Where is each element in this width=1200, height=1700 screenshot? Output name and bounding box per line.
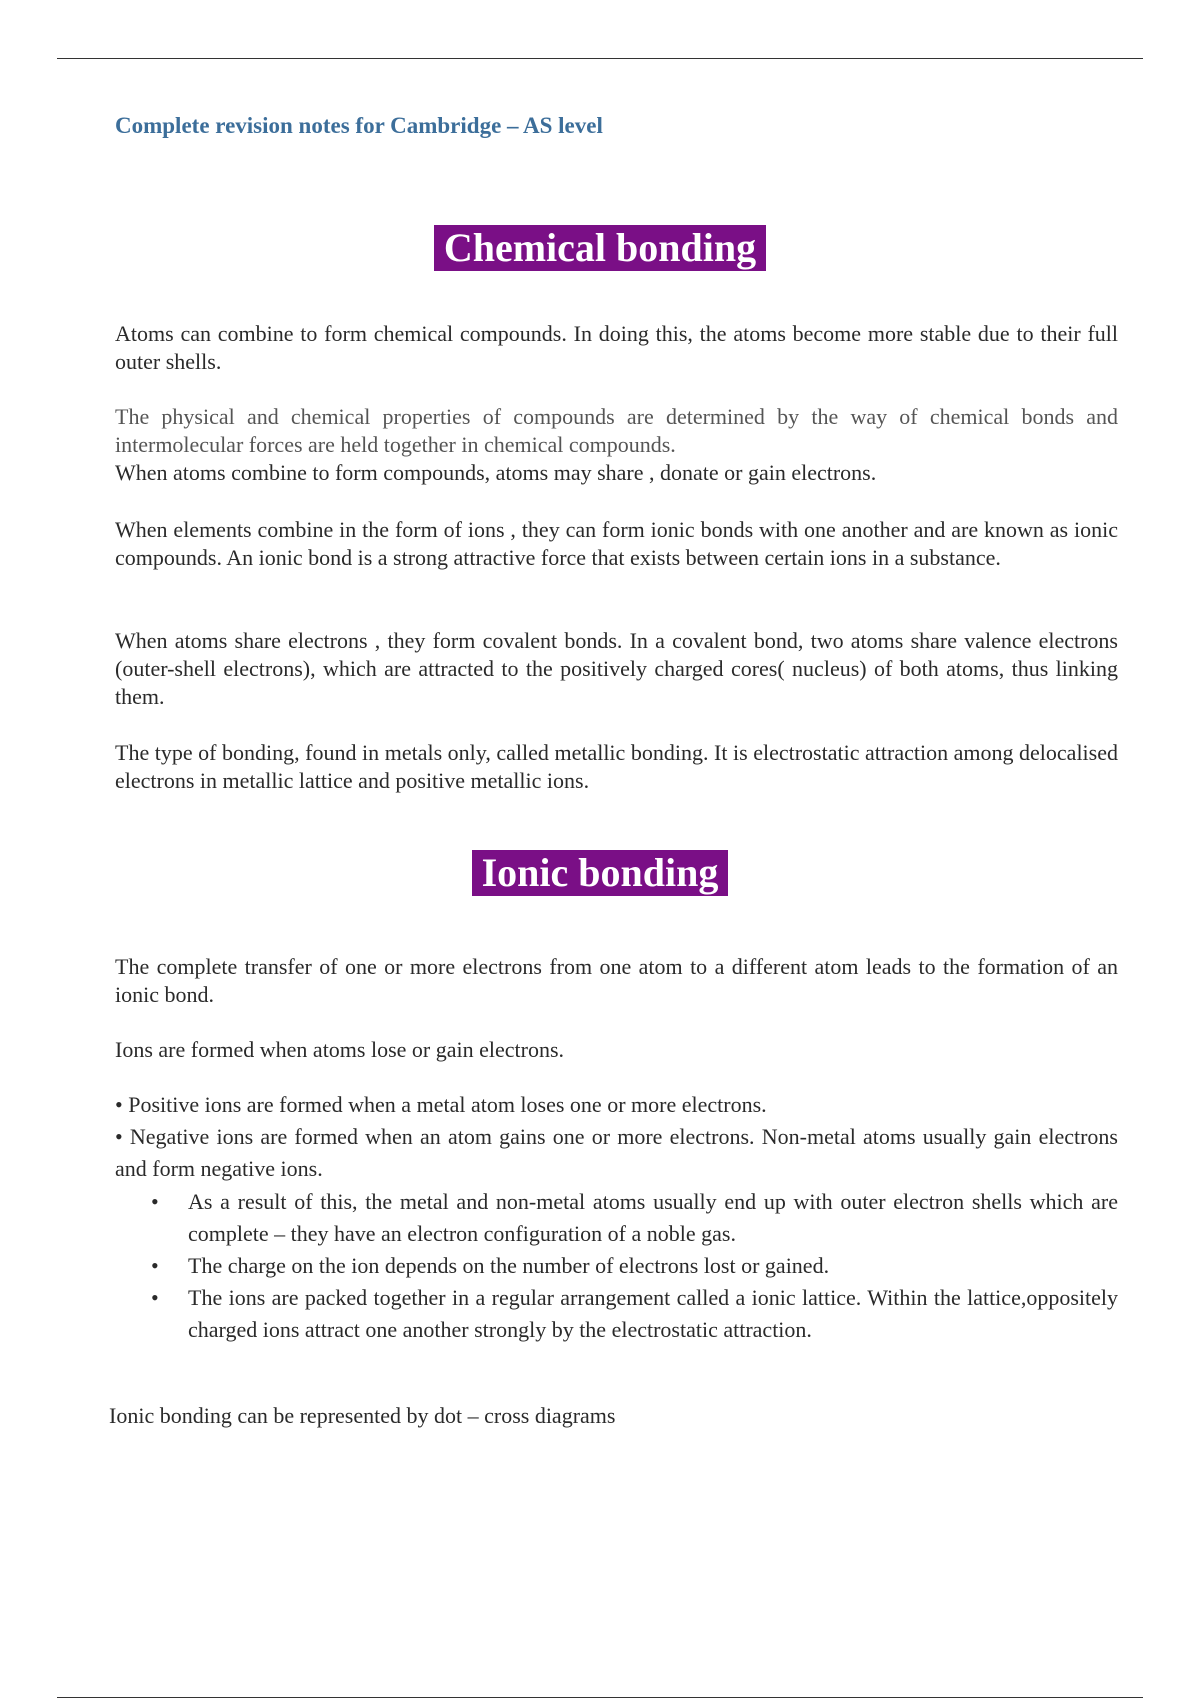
section-title-label: Chemical bonding (434, 225, 766, 271)
paragraph: The type of bonding, found in metals only, called metallic bonding. It is electrostatic attraction among delocalised electrons in metallic lattice and positive metallic ions. (115, 740, 1118, 793)
list-item-text: As a result of this, the metal and non-metal atoms usually end up with outer electron shells which are complete – they have an electron configuration of a noble gas. (188, 1189, 1118, 1246)
list-item (115, 1282, 1118, 1346)
inline-point: • Positive ions are formed when a metal atom loses one or more electrons. (115, 1092, 767, 1117)
paragraph: When elements combine in the form of ions , they can form ionic bonds with one another and are known as ionic compounds. An ionic bond is a strong attractive force that exists between certain ions in a substance. (115, 517, 1118, 570)
closing-line: Ionic bonding can be represented by dot – cross diagrams (109, 1403, 616, 1428)
list-item-text: The ions are packed together in a regular arrangement called a ionic lattice. Within the lattice,oppositely charged ions attract one another strongly by the electrostatic attraction. (188, 1285, 1118, 1342)
list-item (115, 1250, 1118, 1282)
paragraph: When atoms combine to form compounds, atoms may share , donate or gain electrons. (115, 460, 877, 485)
section-title-ionic-bonding (0, 850, 1200, 896)
header-note: Complete revision notes for Cambridge – AS level (115, 113, 603, 138)
top-rule (57, 58, 1143, 59)
section-title-chemical-bonding (0, 225, 1200, 271)
bullet-icon: • (151, 1285, 159, 1310)
bullet-icon: • (151, 1253, 159, 1278)
list-item (115, 1186, 1118, 1250)
paragraph: The physical and chemical properties of compounds are determined by the way of chemical bonds and intermolecular forces are held together in chemical compounds. (115, 404, 1118, 457)
paragraph: Ions are formed when atoms lose or gain electrons. (115, 1037, 565, 1062)
section-title-label: Ionic bonding (472, 850, 729, 896)
bottom-rule (57, 1697, 1143, 1698)
inline-points (115, 1089, 1118, 1185)
inline-point: • Negative ions are formed when an atom gains one or more electrons. Non-metal atoms usually gain electrons and form negative ions. (115, 1124, 1118, 1181)
paragraph: When atoms share electrons , they form covalent bonds. In a covalent bond, two atoms share valence electrons (outer-shell electrons), which are attracted to the positively charged cores( nucleus) of both atoms, thus linking them. (115, 628, 1118, 709)
list-item-text: The charge on the ion depends on the number of electrons lost or gained. (188, 1253, 830, 1278)
paragraph: The complete transfer of one or more electrons from one atom to a different atom leads to the formation of an ionic bond. (115, 954, 1118, 1007)
bullet-icon: • (151, 1189, 159, 1214)
paragraph: Atoms can combine to form chemical compounds. In doing this, the atoms become more stable due to their full outer shells. (115, 321, 1118, 374)
bullet-list (115, 1186, 1118, 1346)
